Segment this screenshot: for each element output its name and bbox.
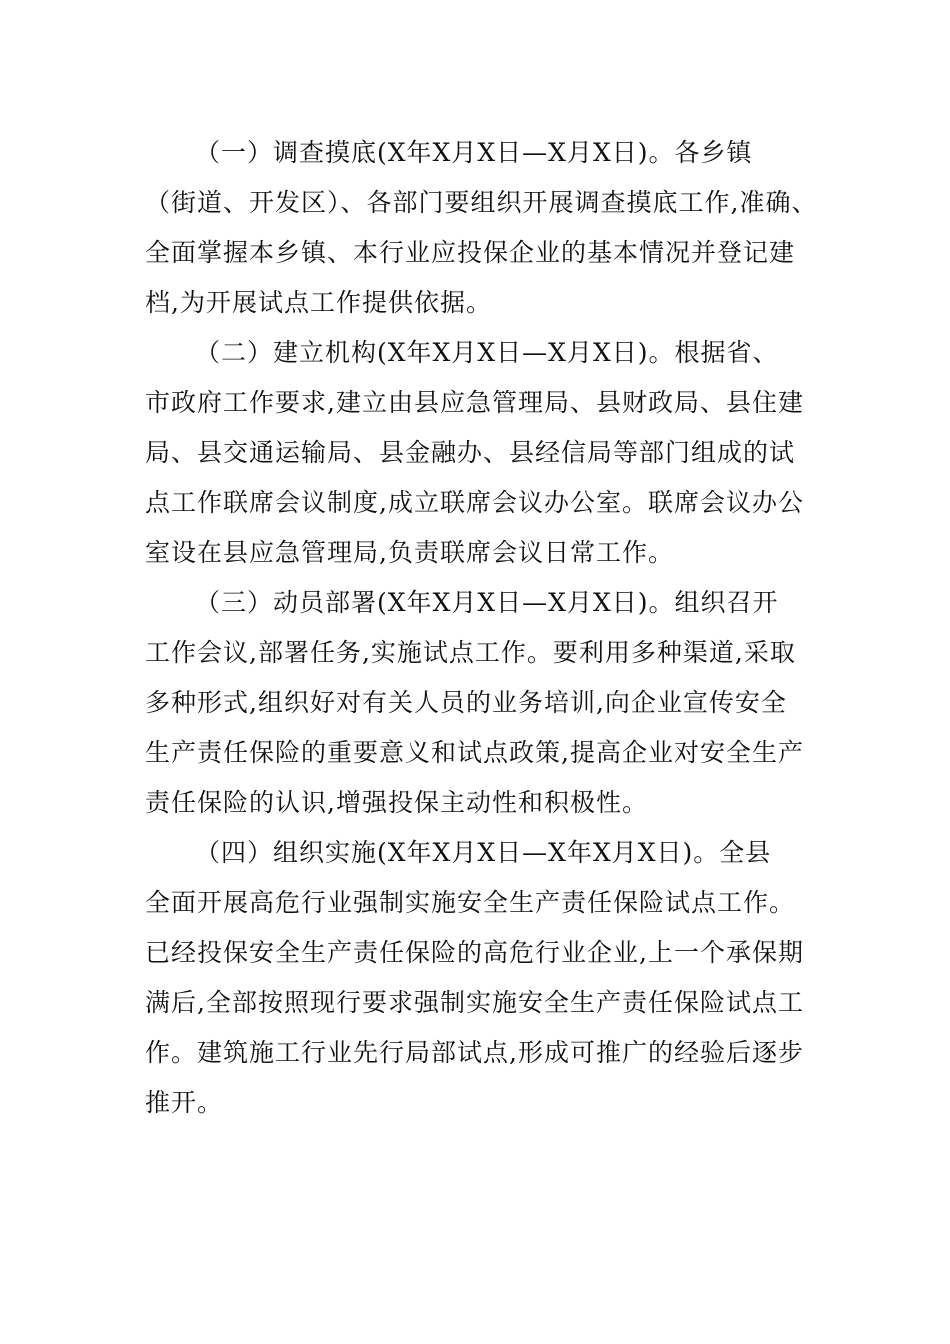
paragraph-2-line-4: 点工作联席会议制度,成立联席会议办公室。联席会议办公 xyxy=(145,488,804,517)
paragraph-3-line-2: 工作会议,部署任务,实施试点工作。要利用多种渠道,采取 xyxy=(145,638,796,667)
paragraph-1-line-3: 全面掌握本乡镇、本行业应投保企业的基本情况并登记建 xyxy=(145,238,796,267)
paragraph-3-line-5: 责任保险的认识,增强投保主动性和积极性。 xyxy=(145,788,648,817)
paragraph-3-line-3: 多种形式,组织好对有关人员的业务培训,向企业宣传安全 xyxy=(145,688,787,717)
paragraph-2-line-1: （二）建立机构(X年X月X日—X月X日)。根据省、 xyxy=(195,338,779,367)
paragraph-1-line-1: （一）调查摸底(X年X月X日—X月X日)。各乡镇 xyxy=(195,138,753,167)
paragraph-1-line-2: （街道、开发区）、各部门要组织开展调查摸底工作,准确、 xyxy=(145,188,818,217)
paragraph-1-line-4: 档,为开展试点工作提供依据。 xyxy=(145,288,492,317)
paragraph-4-line-3: 已经投保安全生产责任保险的高危行业企业,上一个承保期 xyxy=(145,938,804,967)
paragraph-2-line-3: 局、县交通运输局、县金融办、县经信局等部门组成的试 xyxy=(145,438,796,467)
paragraph-4-line-6: 推开。 xyxy=(145,1088,224,1117)
paragraph-4-line-5: 作。建筑施工行业先行局部试点,形成可推广的经验后逐步 xyxy=(145,1038,804,1067)
paragraph-2-line-2: 市政府工作要求,建立由县应急管理局、县财政局、县住建 xyxy=(145,388,804,417)
paragraph-4-line-2: 全面开展高危行业强制实施安全生产责任保险试点工作。 xyxy=(145,888,796,917)
paragraph-4-line-1: （四）组织实施(X年X月X日—X年X月X日)。全县 xyxy=(195,838,772,867)
paragraph-4-line-4: 满后,全部按照现行要求强制实施安全生产责任保险试点工 xyxy=(145,988,804,1017)
paragraph-3-line-1: （三）动员部署(X年X月X日—X月X日)。组织召开 xyxy=(195,588,779,617)
paragraph-2-line-5: 室设在县应急管理局,负责联席会议日常工作。 xyxy=(145,538,674,567)
paragraph-3-line-4: 生产责任保险的重要意义和试点政策,提高企业对安全生产 xyxy=(145,738,804,767)
